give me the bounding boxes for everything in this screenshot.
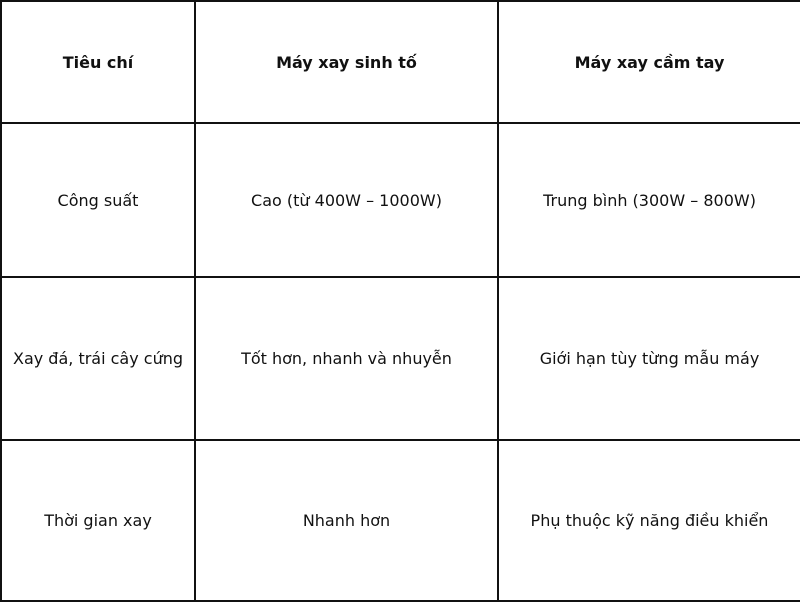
table-row: [1, 277, 800, 440]
row-blender-cell: Cao (từ 400W – 1000W): [195, 123, 498, 277]
row-criteria-cell: Công suất: [1, 123, 195, 277]
table-header: [1, 1, 800, 123]
row-blender-cell: Nhanh hơn: [195, 440, 498, 601]
row-hand-blender-cell: Trung bình (300W – 800W): [498, 123, 800, 277]
row-criteria-cell: Xay đá, trái cây cứng: [1, 277, 195, 440]
header-blender: Máy xay sinh tố: [195, 1, 498, 123]
row-hand-blender-cell: Phụ thuộc kỹ năng điều khiển: [498, 440, 800, 601]
table-row: [1, 440, 800, 601]
table-body: [1, 123, 800, 601]
table-row: [1, 123, 800, 277]
header-row: [1, 1, 800, 123]
row-blender-cell: Tốt hơn, nhanh và nhuyễn: [195, 277, 498, 440]
header-criteria: Tiêu chí: [1, 1, 195, 123]
row-hand-blender-cell: Giới hạn tùy từng mẫu máy: [498, 277, 800, 440]
row-criteria-cell: Thời gian xay: [1, 440, 195, 601]
header-hand-blender: Máy xay cầm tay: [498, 1, 800, 123]
